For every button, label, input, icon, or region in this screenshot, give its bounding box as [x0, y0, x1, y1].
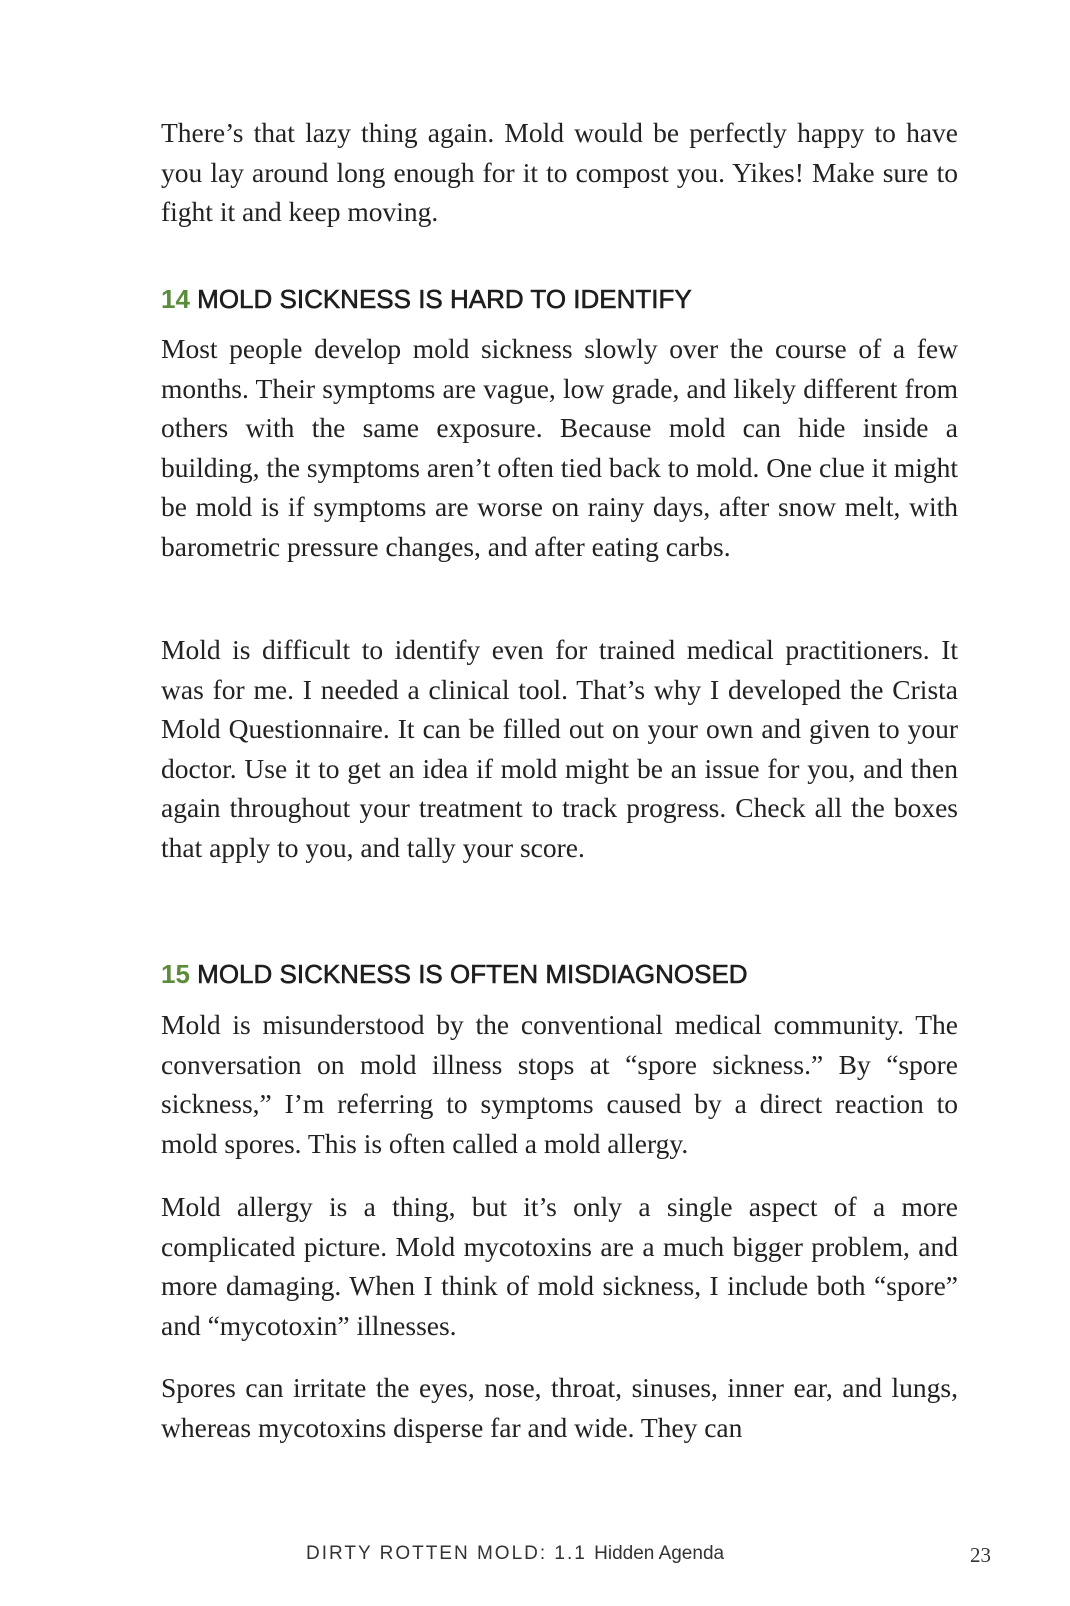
- chapter-title: Hidden Agenda: [594, 1543, 725, 1564]
- section-title: MOLD SICKNESS IS OFTEN MISDIAGNOSED: [197, 959, 748, 989]
- section-title: MOLD SICKNESS IS HARD TO IDENTIFY: [197, 284, 692, 314]
- body-paragraph: Spores can irritate the eyes, nose, throat, sinuses, inner ear, and lungs, whereas mycotoxins disperse far and wide. They can: [161, 1372, 958, 1443]
- body-paragraph: There’s that lazy thing again. Mold would be perfectly happy to have you lay around long enough for it to compost you. Yikes! Make sure to fight it and keep moving.: [161, 117, 958, 228]
- page-number: 23: [970, 1543, 991, 1567]
- body-paragraph: Mold is misunderstood by the conventional medical community. The conversation on mold illness stops at “spore sickness.” By “spore sickness,” I’m referring to symptoms caused by a direct reaction to mold spores. This is often called a mold allergy.: [161, 1009, 958, 1159]
- section-heading-15: [161, 958, 958, 990]
- section-number: 14: [161, 284, 190, 314]
- body-paragraph: Mold is difficult to identify even for trained medical practitioners. It was for me. I needed a clinical tool. That’s why I developed the Crista Mold Questionnaire. It can be filled out on your own and given to your doctor. Use it to get an idea if mold might be an issue for you, and then again throughout your treatment to track progress. Check all the boxes that apply to you, and tally your score.: [161, 634, 958, 863]
- running-footer: [306, 1543, 724, 1565]
- book-title: DIRTY ROTTEN MOLD: 1.1: [306, 1543, 587, 1564]
- body-paragraph: Mold allergy is a thing, but it’s only a single aspect of a more complicated picture. Mold mycotoxins are a much bigger problem, and more damaging. When I think of mold sickness, I include both “spore” and “mycotoxin” illnesses.: [161, 1191, 958, 1341]
- body-paragraph: Most people develop mold sickness slowly over the course of a few months. Their symptoms are vague, low grade, and likely different from others with the same exposure. Because mold can hide inside a building, the symptoms aren’t often tied back to mold. One clue it might be mold is if symptoms are worse on rainy days, after snow melt, with barometric pressure changes, and after eating carbs.: [161, 333, 958, 562]
- section-heading-14: [161, 283, 958, 315]
- section-number: 15: [161, 959, 190, 989]
